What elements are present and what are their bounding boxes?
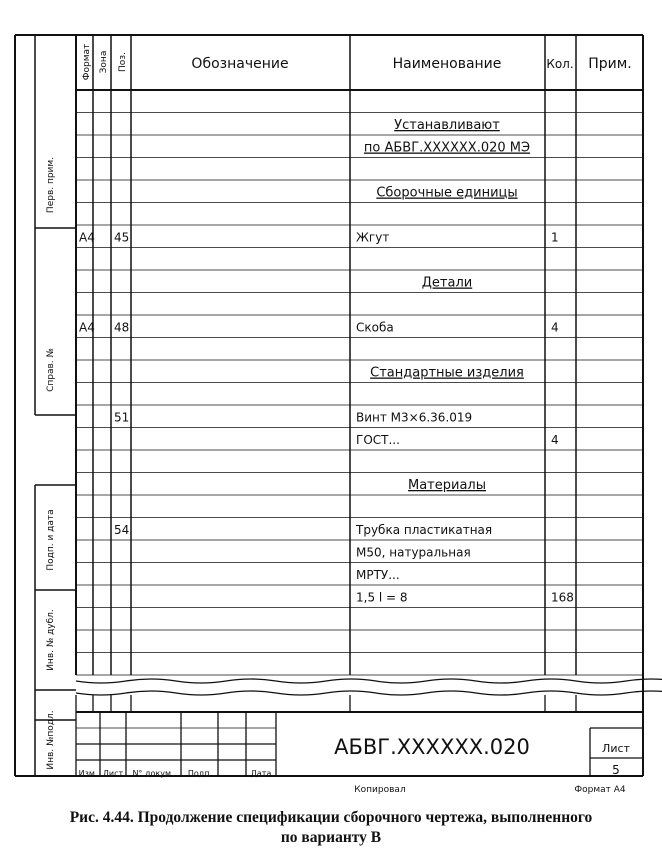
row-naimenovanie: 1,5 l = 8 — [356, 590, 408, 605]
row-naimenovanie: МРТУ... — [356, 568, 400, 582]
figure-caption — [0, 808, 662, 848]
title-n-dokum: N° докум. — [132, 769, 174, 778]
row-kol: 168 — [551, 590, 574, 605]
title-podp: Подп. — [187, 769, 213, 778]
title-data: Дата — [250, 769, 272, 778]
row-naimenovanie: Скоба — [356, 320, 394, 335]
caption-line-2: по варианту В — [280, 829, 382, 846]
kopiroval-label: Копировал — [354, 785, 406, 795]
row-heading: Сборочные единицы — [376, 185, 518, 201]
row-heading: Стандартные изделия — [370, 365, 524, 381]
side-label-podp-data: Подп. и дата — [46, 509, 56, 571]
row-heading: Материалы — [408, 478, 486, 493]
row-format: А4 — [79, 320, 95, 335]
row-poz: 45 — [114, 230, 130, 245]
row-poz: 48 — [114, 320, 130, 335]
title-list: Лист — [102, 769, 124, 778]
row-kol: 4 — [551, 433, 559, 447]
break-line-upper — [76, 679, 662, 683]
title-sheet-label: Лист — [602, 742, 630, 755]
header-zona: Зона — [99, 50, 109, 74]
header-format: Формат — [82, 43, 92, 81]
header-oboznachenie: Обозначение — [191, 56, 289, 72]
row-heading: по АБВГ.XXXXXX.020 МЭ — [363, 140, 531, 156]
row-heading: Устанавливают — [394, 118, 500, 133]
row-naimenovanie: Винт М3×6.36.019 — [356, 410, 473, 425]
format-a4-label: Формат А4 — [574, 785, 626, 795]
row-kol: 4 — [551, 320, 559, 335]
row-naimenovanie: Трубка пластикатная — [356, 523, 493, 537]
break-line-lower — [76, 691, 662, 695]
row-naimenovanie: Жгут — [356, 230, 390, 245]
row-naimenovanie: ГОСТ... — [356, 433, 400, 447]
side-label-inv-dubl: Инв. № дубл. — [46, 609, 56, 671]
header-naimenovanie: Наименование — [392, 56, 502, 72]
row-naimenovanie: М50, натуральная — [356, 545, 471, 560]
row-kol: 1 — [551, 230, 559, 245]
title-sheet-number: 5 — [612, 763, 620, 777]
caption-line-1: Рис. 4.44. Продолжение спецификации сборочного чертежа, выполненного — [69, 809, 593, 826]
title-designation: АБВГ.XXXXXX.020 — [334, 735, 530, 759]
title-izm: Изм. — [78, 769, 98, 778]
row-poz: 51 — [114, 410, 130, 425]
side-label-sprav-no: Справ. № — [46, 348, 56, 392]
side-label-perv-prim: Перв. прим. — [46, 156, 56, 214]
header-prim: Прим. — [588, 56, 632, 72]
row-format: А4 — [79, 230, 95, 245]
header-poz: Поз. — [118, 52, 128, 72]
row-poz: 54 — [114, 523, 130, 537]
header-kol: Кол. — [546, 57, 574, 71]
side-label-inv-podl: Инв. №подл. — [46, 710, 56, 770]
row-heading: Детали — [421, 275, 473, 291]
